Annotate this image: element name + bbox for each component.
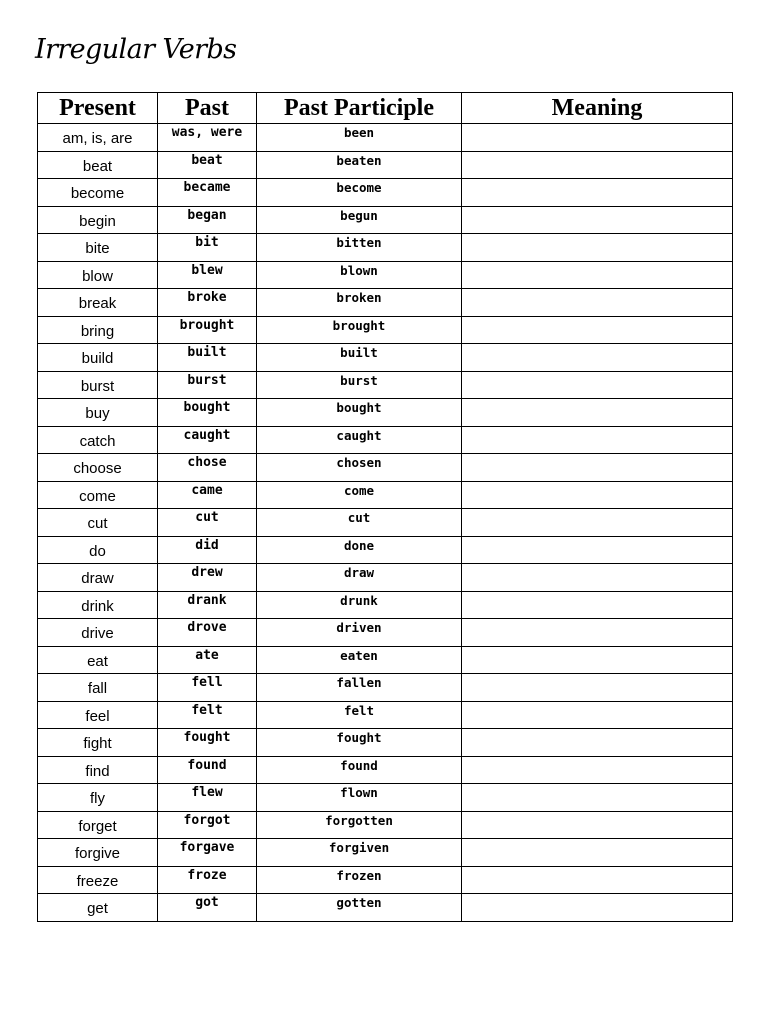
past-cell: cut (158, 509, 257, 537)
meaning-cell[interactable] (462, 481, 733, 509)
table-row (38, 316, 733, 344)
present-cell: bring (38, 316, 158, 344)
meaning-cell[interactable] (462, 674, 733, 702)
present-cell: cut (38, 509, 158, 537)
past-participle-cell: bitten (257, 234, 462, 262)
past-cell: came (158, 481, 257, 509)
past-cell: fought (158, 729, 257, 757)
meaning-cell[interactable] (462, 564, 733, 592)
past-cell: did (158, 536, 257, 564)
past-participle-cell: built (257, 344, 462, 372)
present-cell: build (38, 344, 158, 372)
present-cell: come (38, 481, 158, 509)
header-past-participle: Past Participle (257, 93, 462, 124)
past-participle-cell: brought (257, 316, 462, 344)
header-row (38, 93, 733, 124)
verb-rows (38, 124, 733, 922)
past-participle-cell: forgotten (257, 811, 462, 839)
present-cell: catch (38, 426, 158, 454)
table-row (38, 399, 733, 427)
past-participle-cell: driven (257, 619, 462, 647)
meaning-cell[interactable] (462, 124, 733, 152)
present-cell: get (38, 894, 158, 922)
table-row (38, 179, 733, 207)
past-cell: was, were (158, 124, 257, 152)
table-row (38, 426, 733, 454)
table-row (38, 894, 733, 922)
past-participle-cell: forgiven (257, 839, 462, 867)
present-cell: forgive (38, 839, 158, 867)
meaning-cell[interactable] (462, 206, 733, 234)
present-cell: find (38, 756, 158, 784)
present-cell: fight (38, 729, 158, 757)
present-cell: drink (38, 591, 158, 619)
meaning-cell[interactable] (462, 756, 733, 784)
meaning-cell[interactable] (462, 784, 733, 812)
table-row (38, 839, 733, 867)
table-row (38, 151, 733, 179)
past-cell: drew (158, 564, 257, 592)
past-participle-cell: done (257, 536, 462, 564)
meaning-cell[interactable] (462, 234, 733, 262)
past-participle-cell: blown (257, 261, 462, 289)
table-row (38, 206, 733, 234)
past-participle-cell: chosen (257, 454, 462, 482)
table-row (38, 371, 733, 399)
past-participle-cell: caught (257, 426, 462, 454)
past-participle-cell: bought (257, 399, 462, 427)
meaning-cell[interactable] (462, 151, 733, 179)
header-meaning: Meaning (462, 93, 733, 124)
past-cell: began (158, 206, 257, 234)
irregular-verbs-table (37, 92, 733, 922)
meaning-cell[interactable] (462, 536, 733, 564)
meaning-cell[interactable] (462, 811, 733, 839)
past-cell: broke (158, 289, 257, 317)
past-participle-cell: fallen (257, 674, 462, 702)
present-cell: freeze (38, 866, 158, 894)
present-cell: am, is, are (38, 124, 158, 152)
past-participle-cell: gotten (257, 894, 462, 922)
past-participle-cell: drunk (257, 591, 462, 619)
meaning-cell[interactable] (462, 839, 733, 867)
meaning-cell[interactable] (462, 646, 733, 674)
table-row (38, 701, 733, 729)
meaning-cell[interactable] (462, 261, 733, 289)
past-cell: burst (158, 371, 257, 399)
past-participle-cell: draw (257, 564, 462, 592)
present-cell: beat (38, 151, 158, 179)
present-cell: begin (38, 206, 158, 234)
past-participle-cell: become (257, 179, 462, 207)
present-cell: break (38, 289, 158, 317)
present-cell: buy (38, 399, 158, 427)
past-participle-cell: burst (257, 371, 462, 399)
past-cell: brought (158, 316, 257, 344)
meaning-cell[interactable] (462, 371, 733, 399)
past-cell: bit (158, 234, 257, 262)
past-cell: built (158, 344, 257, 372)
meaning-cell[interactable] (462, 701, 733, 729)
past-participle-cell: flown (257, 784, 462, 812)
table-row (38, 674, 733, 702)
table-row (38, 591, 733, 619)
present-cell: feel (38, 701, 158, 729)
table-row (38, 729, 733, 757)
past-participle-cell: been (257, 124, 462, 152)
present-cell: blow (38, 261, 158, 289)
meaning-cell[interactable] (462, 344, 733, 372)
past-cell: froze (158, 866, 257, 894)
past-participle-cell: fought (257, 729, 462, 757)
meaning-cell[interactable] (462, 426, 733, 454)
present-cell: fall (38, 674, 158, 702)
present-cell: do (38, 536, 158, 564)
table-row (38, 454, 733, 482)
past-cell: drove (158, 619, 257, 647)
past-cell: blew (158, 261, 257, 289)
header-past: Past (158, 93, 257, 124)
header-present: Present (38, 93, 158, 124)
table-row (38, 261, 733, 289)
meaning-cell[interactable] (462, 866, 733, 894)
meaning-cell[interactable] (462, 619, 733, 647)
table-row (38, 619, 733, 647)
meaning-cell[interactable] (462, 316, 733, 344)
past-cell: felt (158, 701, 257, 729)
meaning-cell[interactable] (462, 289, 733, 317)
table-row (38, 344, 733, 372)
present-cell: fly (38, 784, 158, 812)
table-row (38, 509, 733, 537)
present-cell: drive (38, 619, 158, 647)
present-cell: burst (38, 371, 158, 399)
meaning-cell[interactable] (462, 591, 733, 619)
table-row (38, 784, 733, 812)
past-cell: forgave (158, 839, 257, 867)
past-participle-cell: eaten (257, 646, 462, 674)
past-participle-cell: frozen (257, 866, 462, 894)
meaning-cell[interactable] (462, 894, 733, 922)
table-row (38, 289, 733, 317)
past-participle-cell: come (257, 481, 462, 509)
past-cell: got (158, 894, 257, 922)
past-participle-cell: found (257, 756, 462, 784)
past-cell: flew (158, 784, 257, 812)
meaning-cell[interactable] (462, 454, 733, 482)
past-participle-cell: beaten (257, 151, 462, 179)
present-cell: draw (38, 564, 158, 592)
present-cell: bite (38, 234, 158, 262)
present-cell: eat (38, 646, 158, 674)
past-cell: ate (158, 646, 257, 674)
meaning-cell[interactable] (462, 399, 733, 427)
table-row (38, 481, 733, 509)
past-cell: fell (158, 674, 257, 702)
past-cell: chose (158, 454, 257, 482)
past-cell: forgot (158, 811, 257, 839)
page-title: Irregular Verbs (35, 34, 237, 65)
past-cell: became (158, 179, 257, 207)
meaning-cell[interactable] (462, 729, 733, 757)
table-row (38, 811, 733, 839)
past-cell: drank (158, 591, 257, 619)
table-row (38, 866, 733, 894)
table-row (38, 234, 733, 262)
table-row (38, 756, 733, 784)
present-cell: become (38, 179, 158, 207)
table-row (38, 536, 733, 564)
past-participle-cell: begun (257, 206, 462, 234)
table-row (38, 124, 733, 152)
past-cell: beat (158, 151, 257, 179)
past-cell: caught (158, 426, 257, 454)
present-cell: forget (38, 811, 158, 839)
meaning-cell[interactable] (462, 179, 733, 207)
past-cell: bought (158, 399, 257, 427)
table-row (38, 564, 733, 592)
present-cell: choose (38, 454, 158, 482)
meaning-cell[interactable] (462, 509, 733, 537)
past-cell: found (158, 756, 257, 784)
past-participle-cell: broken (257, 289, 462, 317)
past-participle-cell: cut (257, 509, 462, 537)
past-participle-cell: felt (257, 701, 462, 729)
table-row (38, 646, 733, 674)
